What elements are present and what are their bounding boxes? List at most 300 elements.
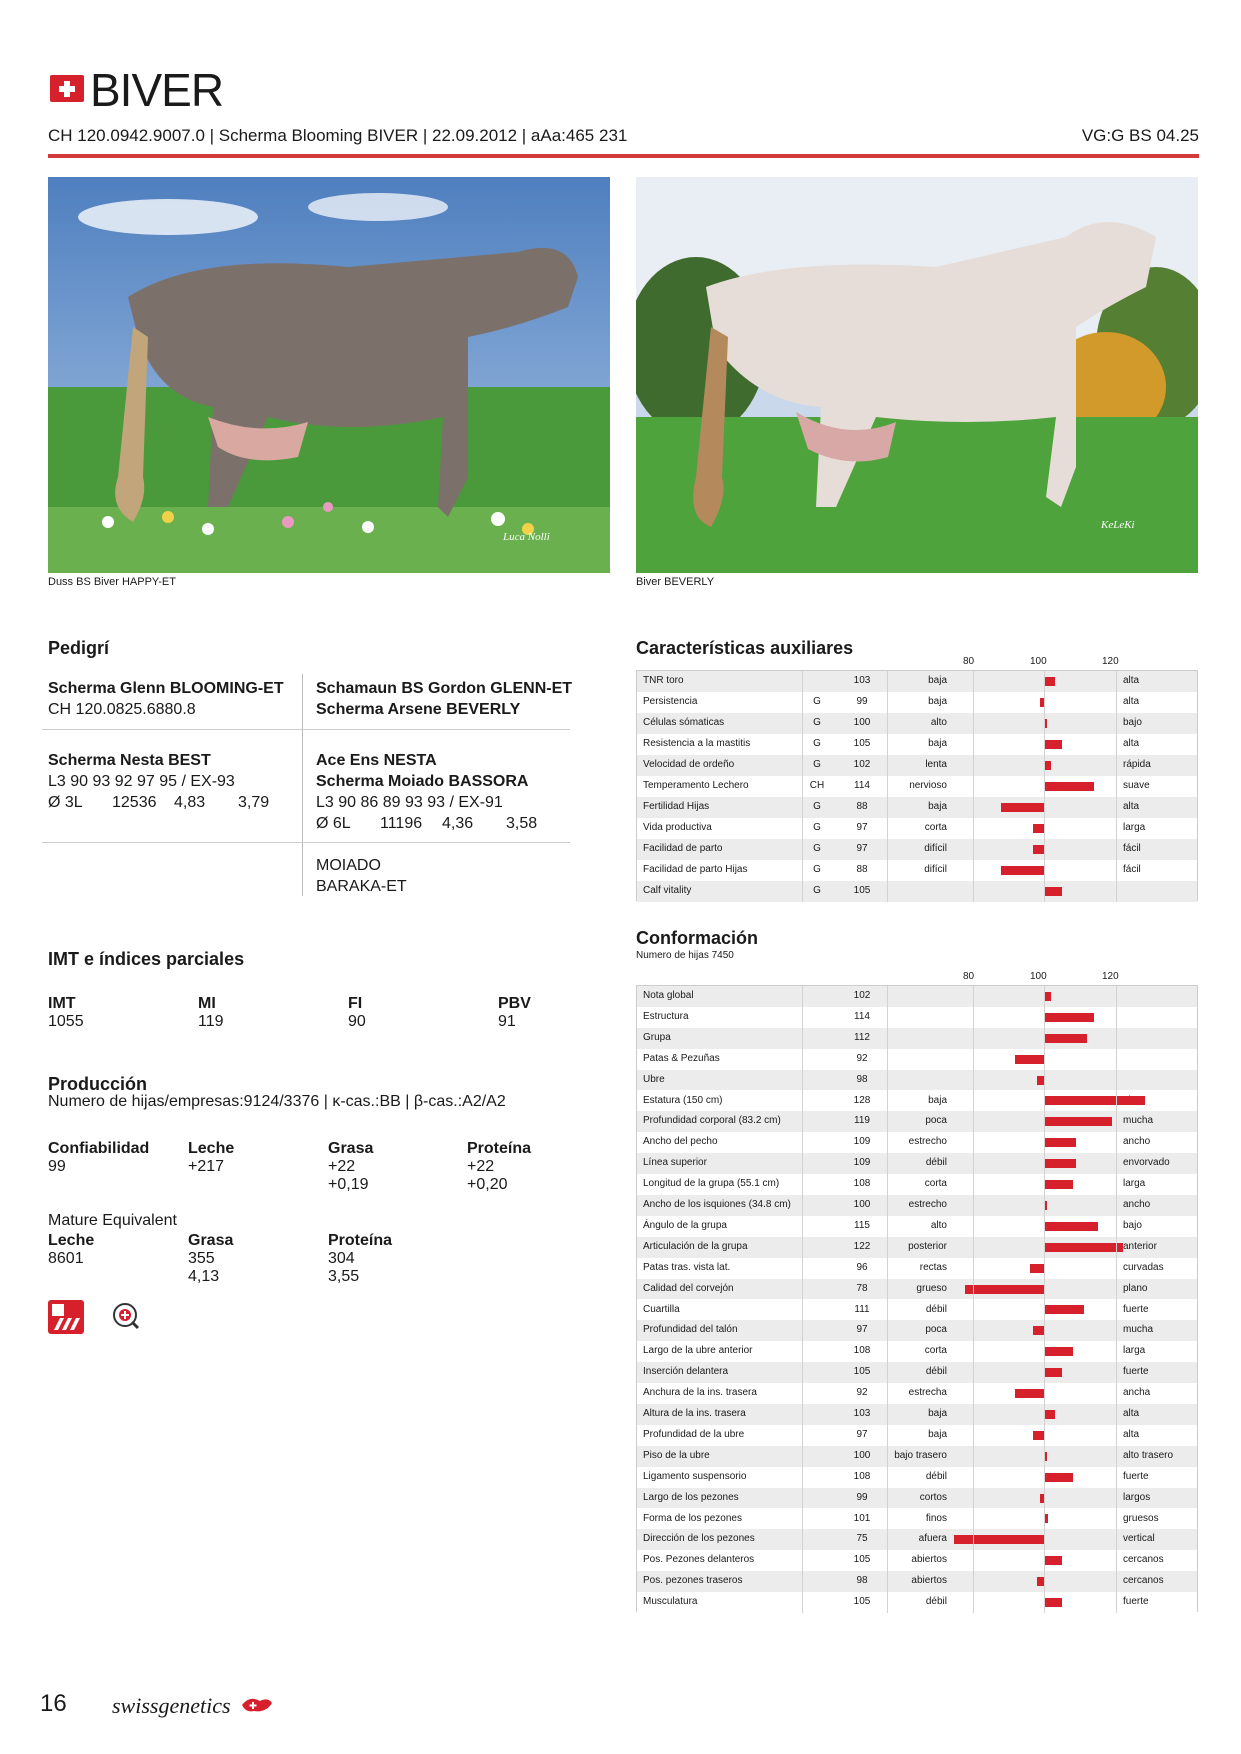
table-gridline	[973, 671, 974, 902]
trait-high-label: fuerte	[1123, 1303, 1149, 1315]
trait-low-label: baja	[928, 1094, 947, 1106]
trait-name: Línea superior	[643, 1157, 707, 1169]
trait-low-label: poca	[925, 1115, 947, 1127]
trait-value: 99	[856, 696, 868, 707]
trait-row	[637, 1550, 1197, 1571]
trait-high-label: alta	[1123, 1428, 1140, 1440]
genomic-flag: G	[813, 738, 821, 749]
trait-bar	[1044, 1347, 1073, 1356]
trait-low-label: bajo trasero	[894, 1449, 947, 1461]
table-gridline	[1116, 986, 1117, 1613]
trait-name: Ligamento suspensorio	[643, 1470, 747, 1482]
trait-value: 100	[853, 717, 871, 728]
trait-value: 98	[856, 1575, 868, 1587]
trait-low-label: débil	[925, 1596, 947, 1608]
production-heading: Producción	[48, 1074, 148, 1094]
mature-col	[48, 1232, 94, 1268]
dam-classification: L3 90 93 92 97 95 / EX-93	[48, 773, 235, 790]
trait-row	[637, 839, 1197, 860]
trait-row	[637, 692, 1197, 713]
mature-value: 8601	[48, 1250, 84, 1267]
trait-low-label: abiertos	[911, 1554, 947, 1566]
trait-value: 109	[853, 1157, 871, 1169]
trait-name: Estructura	[643, 1010, 689, 1022]
trait-name: Ancho del pecho	[643, 1136, 718, 1148]
trait-value: 102	[853, 759, 871, 770]
trait-high-label: alta	[1123, 1408, 1140, 1419]
trait-value: 78	[856, 1282, 868, 1294]
trait-bar	[1044, 992, 1051, 1001]
trait-row	[637, 1153, 1197, 1174]
trait-bar	[1044, 740, 1062, 749]
conformation-heading: Conformación	[636, 928, 759, 948]
trait-row	[637, 986, 1197, 1007]
pedigree-divider	[302, 674, 303, 896]
trait-bar	[1044, 1013, 1094, 1022]
sire-name: Scherma Glenn BLOOMING-ET	[48, 680, 284, 697]
trait-high-label: ancha	[1123, 1387, 1151, 1399]
mature-col	[188, 1232, 233, 1286]
trait-high-label: fácil	[1123, 843, 1141, 854]
photo-watermark: KeLeKi	[1101, 519, 1135, 531]
trait-low-label: estrecho	[908, 1199, 947, 1210]
trait-name: Forma de los pezones	[643, 1512, 742, 1524]
trait-bar	[965, 1285, 1044, 1294]
trait-high-label: mucha	[1123, 1115, 1154, 1127]
trait-name: Inserción delantera	[643, 1366, 729, 1378]
trait-name: Anchura de la ins. trasera	[643, 1387, 757, 1399]
trait-low-label: nervioso	[909, 780, 947, 791]
genomic-flag: G	[813, 717, 821, 728]
daughters-count: Numero de hijas 7450	[636, 950, 734, 961]
pedigree-great-grandsire	[316, 855, 407, 897]
trait-name: Ancho de los isquiones (34.8 cm)	[643, 1199, 791, 1210]
trait-value: 105	[853, 1366, 871, 1378]
trait-row	[637, 1341, 1197, 1362]
ancestor-name: Ace Ens NESTA	[316, 752, 437, 769]
trait-low-label: cortos	[919, 1491, 947, 1503]
trait-name: Patas tras. vista lat.	[643, 1261, 731, 1273]
trait-bar	[1044, 1598, 1062, 1607]
trait-row	[637, 1300, 1197, 1321]
trait-row	[637, 671, 1197, 692]
trait-row	[637, 734, 1197, 755]
trait-bar	[1044, 1180, 1073, 1189]
trait-name: Largo de los pezones	[643, 1491, 739, 1503]
trait-low-label: estrecho	[908, 1136, 947, 1148]
trait-value: 102	[853, 990, 871, 1001]
trait-row	[637, 1195, 1197, 1216]
trait-high-label: curvadas	[1123, 1261, 1164, 1273]
production-label: Leche	[188, 1140, 235, 1157]
trait-low-label: afuera	[918, 1533, 947, 1545]
trait-bar	[1044, 1034, 1087, 1043]
trait-bar	[954, 1535, 1044, 1544]
trait-row	[637, 881, 1197, 902]
trait-row	[637, 1592, 1197, 1613]
animal-subtitle: CH 120.0942.9007.0 | Scherma Blooming BIVER | 22.09.2012 | aAa:465 231	[48, 126, 628, 145]
trait-row	[637, 1007, 1197, 1028]
trait-low-label: estrecha	[908, 1387, 947, 1399]
trait-name: Facilidad de parto	[643, 843, 723, 854]
trait-low-label: débil	[925, 1366, 947, 1378]
trait-high-label: alta	[1123, 675, 1140, 686]
dam-lactations: Ø 3L	[48, 794, 83, 811]
imt-value: 1055	[48, 1013, 84, 1030]
pedigree-divider	[42, 729, 570, 730]
trait-value: 114	[854, 780, 870, 791]
ancestor-lactations: Ø 6L	[316, 815, 351, 832]
trait-name: Pos. Pezones delanteros	[643, 1554, 755, 1566]
brand-name: swissgenetics	[112, 1693, 231, 1718]
dam-protein: 3,79	[238, 794, 270, 811]
trait-high-label: alta	[1123, 801, 1140, 812]
trait-bar	[1033, 824, 1044, 833]
trait-row	[637, 776, 1197, 797]
trait-value: 105	[853, 885, 871, 896]
trait-name: Vida productiva	[643, 822, 712, 833]
trait-high-label: fuerte	[1123, 1366, 1149, 1378]
header-divider	[48, 154, 1199, 158]
trait-row	[637, 1529, 1197, 1550]
trait-high-label: fuerte	[1123, 1470, 1149, 1482]
production-info: Numero de hijas/empresas:9124/3376 | κ-cas.:BB | β-cas.:A2/A2	[48, 1093, 506, 1110]
trait-high-label: anterior	[1123, 1240, 1157, 1252]
trait-low-label: corta	[924, 1178, 947, 1190]
trait-name: Fertilidad Hijas	[643, 801, 710, 812]
trait-high-label: larga	[1123, 1178, 1146, 1190]
genomic-flag: G	[813, 696, 821, 707]
photo-daughter-2	[636, 177, 1198, 573]
scale-label: 120	[1102, 971, 1119, 982]
swiss-flag-icon	[50, 75, 84, 102]
trait-row	[637, 1028, 1197, 1049]
trait-name: Velocidad de ordeño	[643, 759, 735, 770]
photo-caption: Duss BS Biver HAPPY-ET	[48, 576, 176, 588]
trait-bar	[1044, 1159, 1076, 1168]
imt-value: 90	[348, 1013, 366, 1030]
trait-low-label: baja	[928, 1408, 947, 1419]
trait-name: Calf vitality	[643, 885, 692, 896]
trait-value: 111	[854, 1303, 870, 1315]
imt-label: MI	[198, 995, 216, 1012]
trait-high-label: cercanos	[1123, 1554, 1164, 1566]
trait-row	[637, 1320, 1197, 1341]
trait-high-label: plano	[1123, 1282, 1148, 1294]
trait-low-label: baja	[928, 1428, 947, 1440]
production-label: Grasa	[328, 1140, 374, 1157]
trait-value: 105	[853, 1554, 871, 1566]
pedigree-sire-parents	[316, 678, 572, 720]
production-col	[48, 1140, 149, 1176]
trait-low-label: poca	[925, 1324, 947, 1336]
trait-row	[637, 1362, 1197, 1383]
trait-bar	[1044, 1368, 1062, 1377]
trait-name: Nota global	[643, 990, 694, 1001]
imt-col	[498, 995, 531, 1031]
ancestor-milk: 11196	[380, 815, 423, 832]
trait-value: 122	[853, 1240, 871, 1252]
trait-value: 119	[854, 1115, 870, 1127]
herdbook-logo-icon	[48, 1300, 84, 1334]
trait-value: 100	[853, 1199, 871, 1210]
table-gridline	[887, 986, 888, 1613]
trait-row	[637, 797, 1197, 818]
scale-label: 120	[1102, 656, 1119, 667]
trait-row	[637, 1049, 1197, 1070]
ancestor-protein: 3,58	[506, 815, 538, 832]
mature-percent: 3,55	[328, 1268, 360, 1285]
genomic-flag: G	[813, 822, 821, 833]
trait-high-label: ancho	[1123, 1136, 1151, 1148]
trait-low-label: alto	[930, 1219, 947, 1231]
trait-row	[637, 1425, 1197, 1446]
trait-name: Ubre	[643, 1073, 665, 1085]
trait-high-label: largos	[1123, 1491, 1151, 1503]
trait-row	[637, 1467, 1197, 1488]
table-gridline	[973, 986, 974, 1613]
trait-row	[637, 1070, 1197, 1091]
trait-value: 115	[854, 1219, 870, 1231]
trait-name: Ángulo de la grupa	[643, 1219, 727, 1231]
ancestor-name: Schamaun BS Gordon GLENN-ET	[316, 680, 573, 697]
aux-heading: Características auxiliares	[636, 638, 854, 658]
trait-name: Facilidad de parto Hijas	[643, 864, 748, 875]
trait-row	[637, 1404, 1197, 1425]
mature-label: Grasa	[188, 1232, 234, 1249]
imt-label: PBV	[498, 995, 531, 1012]
production-value: +22	[328, 1158, 356, 1175]
mature-equivalent-label: Mature Equivalent	[48, 1212, 177, 1229]
trait-bar	[1044, 761, 1051, 770]
photo-watermark: Luca Nolli	[503, 531, 550, 543]
trait-bar	[1044, 1243, 1123, 1252]
trait-high-label: vertical	[1123, 1533, 1155, 1545]
scale-label: 100	[1030, 656, 1047, 667]
trait-row	[637, 713, 1197, 734]
trait-name: Temperamento Lechero	[643, 780, 749, 791]
trait-value: 97	[856, 822, 868, 833]
trait-name: Calidad del corvejón	[643, 1282, 734, 1294]
trait-low-label: grueso	[916, 1282, 947, 1294]
trait-low-label: baja	[928, 738, 947, 749]
trait-row	[637, 1488, 1197, 1509]
photo-daughter-1	[48, 177, 610, 573]
trait-low-label: corta	[924, 1345, 947, 1357]
trait-low-label: débil	[925, 1303, 947, 1315]
trait-name: Altura de la ins. trasera	[643, 1408, 746, 1419]
mature-label: Proteína	[328, 1232, 393, 1249]
trait-bar	[1001, 803, 1044, 812]
dam-fat: 4,83	[174, 794, 206, 811]
imt-label: IMT	[48, 995, 76, 1012]
trait-bar	[1044, 1117, 1112, 1126]
trait-value: 108	[853, 1470, 871, 1482]
trait-bar	[1044, 1138, 1076, 1147]
photo-caption: Biver BEVERLY	[636, 576, 715, 588]
trait-bar	[1033, 1326, 1044, 1335]
trait-low-label: débil	[925, 1470, 947, 1482]
trait-bar	[1044, 887, 1062, 896]
conformation-table	[636, 985, 1198, 1612]
trait-high-label: bajo	[1123, 717, 1142, 728]
pedigree-sire	[48, 678, 284, 720]
production-value: +22	[467, 1158, 495, 1175]
trait-value: 108	[853, 1178, 871, 1190]
trait-row	[637, 1111, 1197, 1132]
trait-row	[637, 1279, 1197, 1300]
trait-low-label: baja	[928, 801, 947, 812]
genomic-flag: G	[813, 843, 821, 854]
trait-high-label: larga	[1123, 1345, 1146, 1357]
trait-low-label: corta	[924, 822, 947, 833]
trait-low-label: lenta	[925, 759, 947, 770]
trait-low-label: difícil	[924, 864, 947, 875]
trait-low-label: baja	[928, 696, 947, 707]
trait-name: Pos. pezones traseros	[643, 1575, 743, 1587]
production-value: 99	[48, 1158, 66, 1175]
trait-value: 97	[856, 1324, 868, 1336]
mature-col	[328, 1232, 392, 1286]
trait-value: 108	[853, 1345, 871, 1357]
trait-row	[637, 1446, 1197, 1467]
scale-label: 100	[1030, 971, 1047, 982]
trait-value: 105	[853, 1596, 871, 1608]
trait-value: 99	[856, 1491, 868, 1503]
trait-high-label: gruesos	[1123, 1512, 1159, 1524]
trait-high-label: fácil	[1123, 864, 1141, 875]
ancestor-name: Scherma Arsene BEVERLY	[316, 701, 521, 718]
dam-milk: 12536	[112, 794, 157, 811]
trait-row	[637, 1237, 1197, 1258]
trait-bar	[1044, 677, 1055, 686]
trait-high-label: alto trasero	[1123, 1449, 1174, 1461]
trait-name: Cuartilla	[643, 1303, 680, 1315]
trait-row	[637, 1383, 1197, 1404]
genomic-flag: G	[813, 864, 821, 875]
trait-row	[637, 755, 1197, 776]
trait-bar	[1001, 866, 1044, 875]
trait-bar	[1044, 1305, 1084, 1314]
trait-name: Profundidad del talón	[643, 1324, 738, 1336]
imt-label: FI	[348, 995, 363, 1012]
trait-high-label: alta	[1123, 696, 1140, 707]
trait-high-label: envorvado	[1123, 1157, 1170, 1169]
trait-bar	[1033, 1431, 1044, 1440]
trait-name: Profundidad corporal (83.2 cm)	[643, 1115, 781, 1127]
trait-value: 101	[853, 1512, 871, 1524]
trait-high-label: bajo	[1123, 1219, 1142, 1231]
trait-value: 112	[854, 1031, 870, 1043]
trait-low-label: rectas	[919, 1261, 947, 1273]
trait-name: Largo de la ubre anterior	[643, 1345, 753, 1357]
trait-bar	[1044, 1096, 1145, 1105]
trait-low-label: alto	[930, 717, 947, 728]
trait-high-label: mucha	[1123, 1324, 1154, 1336]
trait-low-label: débil	[925, 1157, 947, 1169]
production-percent: +0,20	[467, 1176, 508, 1193]
aux-table	[636, 670, 1198, 901]
trait-row	[637, 1258, 1197, 1279]
trait-high-label: rápida	[1123, 759, 1151, 770]
trait-bar	[1015, 1389, 1044, 1398]
imt-value: 119	[198, 1013, 224, 1030]
trait-name: Estatura (150 cm)	[643, 1094, 723, 1106]
ancestor-name: MOIADO	[316, 857, 381, 874]
trait-value: 92	[856, 1052, 868, 1064]
table-gridline	[887, 671, 888, 902]
trait-value: 128	[853, 1094, 871, 1106]
production-value: +217	[188, 1158, 225, 1175]
trait-high-label: alta	[1123, 738, 1140, 749]
trait-bar	[1044, 1473, 1073, 1482]
trait-bar	[1044, 1222, 1098, 1231]
trait-value: 114	[854, 1010, 870, 1022]
production-col	[467, 1140, 531, 1194]
trait-value: 96	[856, 1261, 868, 1273]
production-col	[188, 1140, 234, 1176]
genomic-flag: G	[813, 801, 821, 812]
trait-bar	[1037, 1076, 1044, 1085]
mature-label: Leche	[48, 1232, 95, 1249]
brand-logo-icon	[240, 1695, 274, 1715]
trait-value: 97	[856, 843, 868, 854]
table-gridline	[1044, 986, 1045, 1613]
trait-value: 92	[856, 1387, 868, 1399]
trait-value: 105	[853, 738, 871, 749]
trait-low-label: finos	[925, 1512, 947, 1524]
trait-name: Dirección de los pezones	[643, 1533, 755, 1545]
mature-percent: 4,13	[188, 1268, 220, 1285]
trait-high-label: suave	[1123, 780, 1150, 791]
trait-value: 88	[856, 801, 868, 812]
classification: VG:G BS 04.25	[1081, 126, 1199, 145]
table-gridline	[1116, 671, 1117, 902]
scale-label: 80	[963, 971, 975, 982]
ancestor-fat: 4,36	[442, 815, 474, 832]
genomic-flag: CH	[809, 780, 825, 791]
trait-name: Musculatura	[643, 1596, 698, 1608]
sire-id: CH 120.0825.6880.8	[48, 701, 196, 718]
trait-high-label: cercanos	[1123, 1575, 1164, 1587]
imt-value: 91	[498, 1013, 516, 1030]
ancestor-name: BARAKA-ET	[316, 878, 407, 895]
trait-bar	[1044, 782, 1094, 791]
production-col	[328, 1140, 373, 1194]
trait-row	[637, 1509, 1197, 1530]
pedigree-divider	[42, 842, 570, 843]
trait-high-label: ancho	[1123, 1199, 1151, 1210]
imt-heading: IMT e índices parciales	[48, 949, 245, 969]
trait-low-label: posterior	[908, 1240, 947, 1252]
trait-name: Células sómaticas	[643, 717, 725, 728]
imt-col	[48, 995, 84, 1031]
ancestor-name: Scherma Moiado BASSORA	[316, 773, 529, 790]
genomic-flag: G	[813, 759, 821, 770]
trait-low-label: baja	[928, 675, 947, 686]
trait-row	[637, 1132, 1197, 1153]
trait-name: Resistencia a la mastitis	[643, 738, 751, 749]
trait-name: Profundidad de la ubre	[643, 1428, 745, 1440]
trait-bar	[1044, 1556, 1062, 1565]
production-label: Proteína	[467, 1140, 532, 1157]
table-gridline	[802, 671, 803, 902]
imt-col	[198, 995, 224, 1031]
trait-row	[637, 1216, 1197, 1237]
pedigree-dam	[48, 750, 269, 813]
trait-row	[637, 1174, 1197, 1195]
page-title: BIVER	[90, 64, 224, 116]
